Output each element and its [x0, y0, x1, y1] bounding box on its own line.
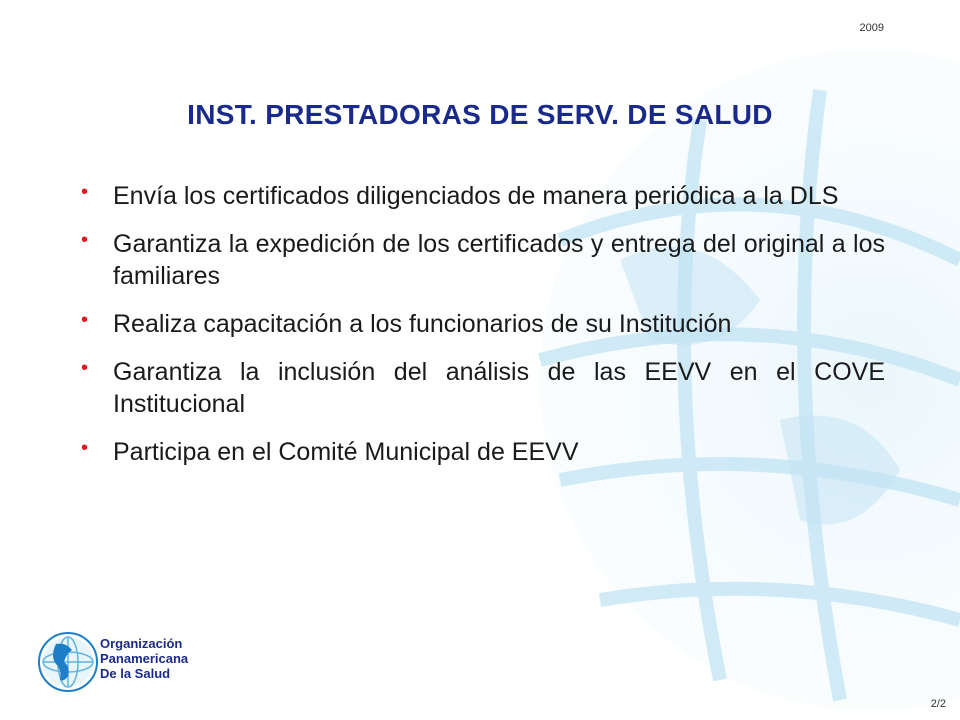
bullet-text: Realiza capacitación a los funcionarios de su Institución: [113, 310, 732, 338]
list-item: [81, 228, 885, 292]
slide-title: INST. PRESTADORAS DE SERV. DE SALUD: [187, 99, 773, 130]
organization-logo: [36, 630, 236, 694]
organization-name: [100, 636, 188, 681]
bullet-icon: •: [81, 229, 89, 251]
list-item: [81, 308, 885, 340]
org-line-2: Panamericana: [100, 651, 189, 666]
globe-icon: [36, 630, 100, 694]
bullet-icon: •: [81, 181, 89, 203]
bullet-list: [81, 180, 885, 484]
bullet-icon: •: [81, 357, 89, 379]
list-item: [81, 180, 885, 212]
bullet-icon: •: [81, 309, 89, 331]
page-number: 2/2: [930, 698, 946, 710]
bullet-text: Garantiza la inclusión del análisis de las EEVV en el COVE Institucional: [113, 358, 885, 418]
list-item: [81, 436, 885, 468]
bullet-text: Envía los certificados diligenciados de manera periódica a la DLS: [113, 182, 839, 210]
bullet-text: Participa en el Comité Municipal de EEVV: [113, 438, 579, 466]
org-line-3: De la Salud: [100, 666, 171, 681]
bullet-icon: •: [81, 437, 89, 459]
org-line-1: Organización: [100, 636, 183, 651]
bullet-text: Garantiza la expedición de los certificados y entrega del original a los familiares: [113, 230, 885, 290]
list-item: [81, 356, 885, 420]
year-label: 2009: [859, 22, 884, 34]
